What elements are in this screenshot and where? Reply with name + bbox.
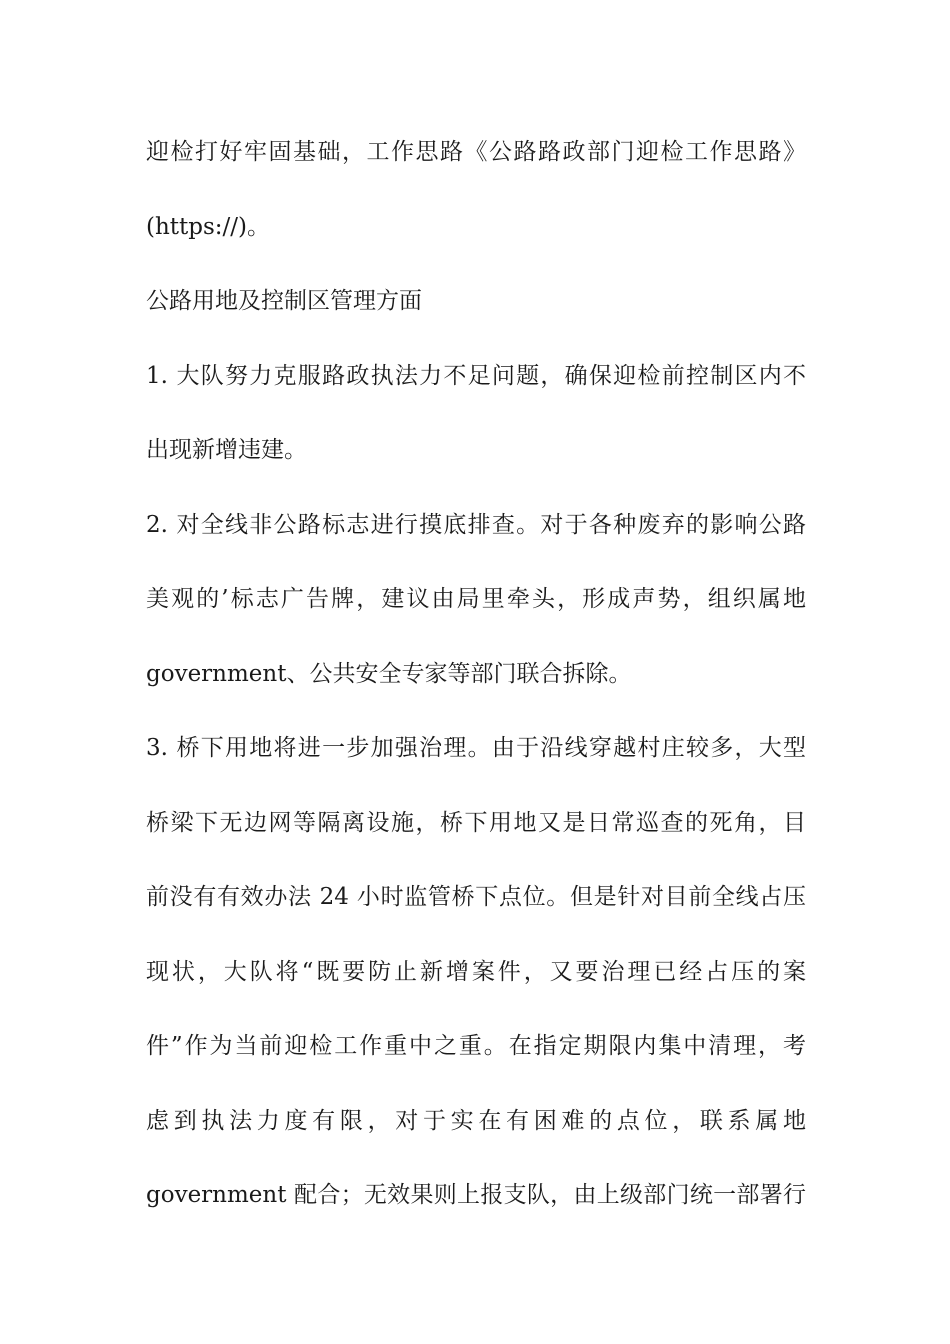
- text-line-7: 美观的’标志广告牌，建议由局里牵头，形成声势，组织属地: [146, 586, 806, 612]
- text-line-12: 现状，大队将“既要防止新增案件，又要治理已经占压的案: [146, 958, 806, 985]
- text-line-13: 件”作为当前迎检工作重中之重。在指定期限内集中清理，考: [146, 1033, 806, 1059]
- text-line-10: 桥梁下无边网等隔离设施，桥下用地又是日常巡查的死角，目: [146, 809, 806, 836]
- text-line-1: 迎检打好牢固基础，工作思路《公路路政部门迎检工作思路》: [146, 139, 806, 165]
- document-body: [146, 124, 806, 1242]
- section-heading: 公路用地及控制区管理方面: [146, 288, 422, 314]
- text-line-5: 出现新增违建。: [146, 437, 307, 463]
- text-line-11: 前没有有效办法 24 小时监管桥下点位。但是针对目前全线占压: [146, 884, 806, 910]
- text-line-6: 2. 对全线非公路标志进行摸底排查。对于各种废弃的影响公路: [146, 511, 806, 538]
- text-line-2: (https://)。: [146, 213, 271, 240]
- text-line-9: 3. 桥下用地将进一步加强治理。由于沿线穿越村庄较多，大型: [146, 735, 806, 761]
- text-line-14: 虑到执法力度有限，对于实在有困难的点位，联系属地: [146, 1107, 806, 1134]
- text-line-4: 1. 大队努力克服路政执法力不足问题，确保迎检前控制区内不: [146, 362, 806, 389]
- text-line-8: government、公共安全专家等部门联合拆除。: [146, 660, 632, 687]
- text-line-15: government 配合；无效果则上报支队，由上级部门统一部署行: [146, 1182, 806, 1208]
